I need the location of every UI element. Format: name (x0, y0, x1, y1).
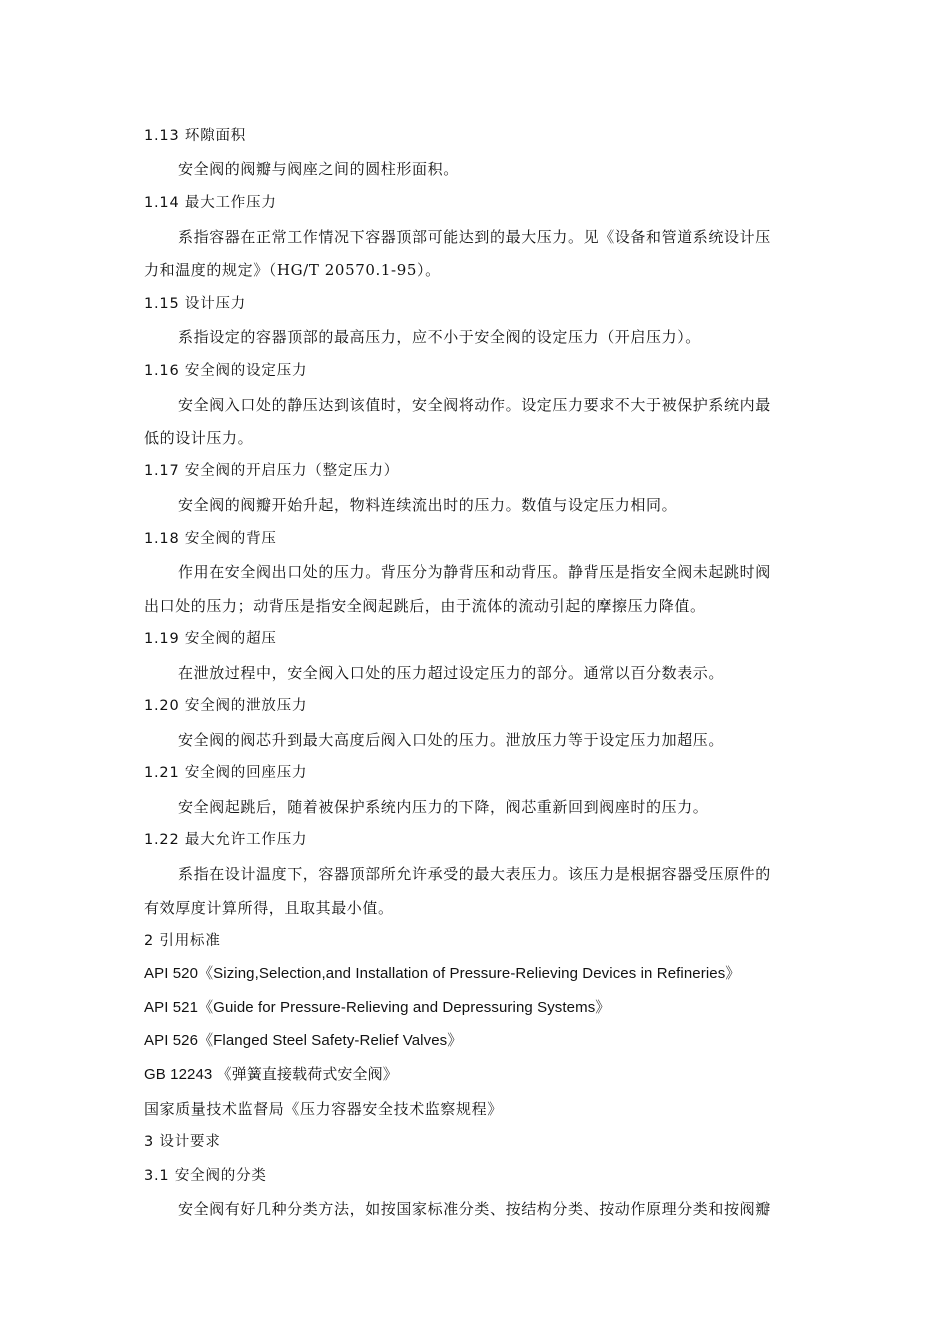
section-heading-1-21: 1.21 安全阀的回座压力 (144, 765, 308, 781)
paragraph-line: 有效厚度计算所得，且取其最小值。 (144, 899, 394, 917)
paragraph-line: 安全阀有好几种分类方法，如按国家标准分类、按结构分类、按动作原理分类和按阀瓣 (178, 1200, 771, 1218)
reference-api-520: API 520《Sizing,Selection,and Installation of Pressure-Relieving Devices in Refineries》 (144, 965, 741, 982)
section-heading-1-20: 1.20 安全阀的泄放压力 (144, 698, 308, 714)
paragraph-line: 安全阀起跳后，随着被保护系统内压力的下降，阀芯重新回到阀座时的压力。 (178, 798, 709, 816)
section-heading-2: 2 引用标准 (144, 933, 221, 949)
section-heading-1-17: 1.17 安全阀的开启压力（整定压力） (144, 463, 400, 479)
section-heading-1-16: 1.16 安全阀的设定压力 (144, 363, 308, 379)
paragraph-line: 系指在设计温度下，容器顶部所允许承受的最大表压力。该压力是根据容器受压原件的 (178, 865, 771, 883)
paragraph-line: 出口处的压力；动背压是指安全阀起跳后，由于流体的流动引起的摩擦压力降值。 (144, 597, 706, 615)
reference-regulation: 国家质量技术监督局《压力容器安全技术监察规程》 (144, 1100, 503, 1118)
paragraph-line: 在泄放过程中，安全阀入口处的压力超过设定压力的部分。通常以百分数表示。 (178, 664, 725, 682)
section-heading-3-1: 3.1 安全阀的分类 (144, 1168, 267, 1184)
paragraph-line: 安全阀的阀瓣开始升起，物料连续流出时的压力。数值与设定压力相同。 (178, 496, 678, 514)
paragraph-line: 安全阀入口处的静压达到该值时，安全阀将动作。设定压力要求不大于被保护系统内最 (178, 396, 771, 414)
reference-api-526: API 526《Flanged Steel Safety-Relief Valves》 (144, 1032, 463, 1049)
paragraph-line: 作用在安全阀出口处的压力。背压分为静背压和动背压。静背压是指安全阀未起跳时阀 (178, 563, 771, 581)
paragraph-line: 力和温度的规定》（HG/T 20570.1-95）。 (144, 261, 441, 279)
section-heading-1-19: 1.19 安全阀的超压 (144, 631, 277, 647)
paragraph-line: 系指设定的容器顶部的最高压力，应不小于安全阀的设定压力（开启压力）。 (178, 328, 701, 346)
section-heading-1-13: 1.13 环隙面积 (144, 128, 247, 144)
section-heading-1-22: 1.22 最大允许工作压力 (144, 832, 308, 848)
section-heading-3: 3 设计要求 (144, 1134, 221, 1150)
section-heading-1-15: 1.15 设计压力 (144, 296, 247, 312)
section-heading-1-18: 1.18 安全阀的背压 (144, 531, 277, 547)
paragraph-line: 安全阀的阀芯升到最大高度后阀入口处的压力。泄放压力等于设定压力加超压。 (178, 731, 725, 749)
paragraph-line: 安全阀的阀瓣与阀座之间的圆柱形面积。 (178, 160, 459, 178)
paragraph-line: 低的设计压力。 (144, 429, 254, 447)
paragraph-line: 系指容器在正常工作情况下容器顶部可能达到的最大压力。见《设备和管道系统设计压 (178, 228, 771, 246)
section-heading-1-14: 1.14 最大工作压力 (144, 195, 277, 211)
reference-api-521: API 521《Guide for Pressure-Relieving and Depressuring Systems》 (144, 999, 611, 1016)
reference-gb-12243: GB 12243 《弹簧直接载荷式安全阀》 (144, 1066, 398, 1083)
